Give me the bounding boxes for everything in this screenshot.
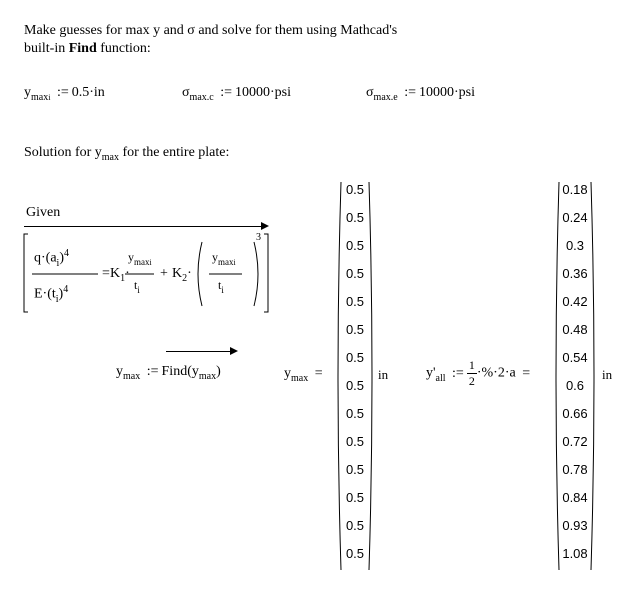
constraint-k1-letter: K	[110, 266, 121, 281]
constraint-lhs-den-sub: i	[55, 293, 59, 305]
constraint-k2-letter: K	[172, 266, 183, 281]
yall-matrix-cell: 0.93	[562, 518, 588, 533]
yall-result-unit: in	[602, 367, 613, 382]
ymax-matrix-cell: 0.5	[345, 462, 365, 477]
yall-sub: all	[435, 372, 446, 384]
constraint-y1-sub: max	[134, 257, 150, 267]
constraint-y2	[212, 250, 236, 265]
constraint-y1-letter: y	[128, 250, 134, 264]
constraint-pow3: 3	[256, 232, 261, 243]
guess-ymax-value: 0.5·in	[71, 85, 105, 100]
guess-sigma-maxc[interactable]	[182, 85, 291, 101]
solution-heading-sub: max	[101, 152, 119, 163]
ymax-matrix-cell: 0.5	[345, 238, 365, 253]
ymax-matrix-cell: 0.5	[345, 490, 365, 505]
constraint-lhs-num-pow: 4	[64, 248, 69, 259]
constraint-y2-subsub: i	[233, 258, 236, 267]
ymax-result-matrix[interactable]	[334, 180, 376, 572]
constraint-t1-letter: t	[134, 278, 138, 292]
ymax-result-label	[284, 366, 326, 382]
find-op: :=	[146, 364, 159, 379]
find-open-paren: (	[187, 364, 192, 379]
yall-matrix-cell: 0.84	[562, 490, 588, 505]
constraint-lhs-den-paren: )	[58, 286, 64, 302]
yall-result-matrix[interactable]	[552, 180, 598, 572]
constraint-lhs-num-sub: i	[56, 257, 60, 269]
yall-fraction	[467, 358, 477, 389]
yall-matrix-cell: 1.08	[562, 546, 588, 561]
constraint-k1-sub: 1	[120, 273, 126, 284]
yall-matrix-cell: 0.6	[565, 378, 585, 393]
yall-frac-den: 2	[468, 374, 475, 388]
yall-symbol: y'	[426, 365, 436, 381]
solution-heading-suffix: for the entire plate:	[119, 145, 230, 160]
intro-line2-suffix: function:	[96, 41, 151, 56]
constraint-lhs-num	[34, 248, 69, 267]
constraint-plus: +	[160, 266, 168, 281]
yall-matrix-cell: 0.66	[562, 406, 588, 421]
guess-sigma-maxc-symbol: σ	[182, 85, 190, 100]
yall-matrix-cell: 0.54	[562, 350, 588, 365]
guess-sigma-maxe-sub: max.e	[373, 92, 398, 103]
constraint-y1	[128, 250, 152, 265]
constraint-y1-subsub: i	[149, 258, 152, 267]
ymax-matrix-cell: 0.5	[345, 434, 365, 449]
guess-ymax[interactable]	[24, 85, 105, 101]
constraint-t1	[134, 278, 140, 293]
yall-matrix-cell: 0.78	[562, 462, 588, 477]
constraint-k2-dot: ·	[187, 266, 192, 281]
guess-sigma-maxe-op: :=	[404, 85, 416, 100]
constraint-lhs-num-paren: )	[59, 250, 64, 266]
guess-ymax-op: :=	[56, 85, 69, 100]
constraint-lhs-num-text: q·(a	[34, 250, 57, 266]
ymax-matrix-cell: 0.5	[345, 210, 365, 225]
constraint-k1	[110, 266, 130, 282]
constraint-k2-sub: 2	[182, 273, 188, 284]
guess-sigma-maxe-value: 10000·psi	[419, 85, 475, 100]
ymax-matrix-cell: 0.5	[345, 378, 365, 393]
constraint-k2	[172, 266, 192, 282]
find-lhs-sub: max	[123, 371, 141, 382]
intro-line1: Make guesses for max y and σ and solve for them using Mathcad's	[24, 23, 398, 38]
ymax-matrix-cell: 0.5	[345, 182, 365, 197]
yall-matrix-cell: 0.24	[562, 210, 588, 225]
yall-definition[interactable]	[426, 358, 533, 389]
ymax-matrix-cell: 0.5	[345, 406, 365, 421]
yall-matrix-cell: 0.18	[562, 182, 588, 197]
constraint-y2-sub: max	[218, 257, 234, 267]
solution-heading	[24, 145, 229, 161]
constraint-k1-dot: ·	[125, 266, 130, 281]
find-arrow-line	[166, 351, 236, 352]
guess-ymax-subsub: i	[48, 93, 51, 102]
yall-matrix-cell: 0.36	[562, 266, 588, 281]
guess-sigma-maxc-value: 10000·psi	[235, 85, 291, 100]
find-arrow-head	[230, 347, 238, 355]
yall-matrix-cell: 0.72	[562, 434, 588, 449]
constraint-t2-sub: i	[221, 285, 224, 295]
constraint-y2-letter: y	[212, 250, 218, 264]
guess-ymax-symbol: y	[24, 85, 31, 100]
ymax-result-unit: in	[378, 367, 389, 382]
guess-sigma-maxe-symbol: σ	[366, 85, 374, 100]
ymax-matrix-cell: 0.5	[345, 518, 365, 533]
find-func: Find	[161, 364, 188, 379]
constraint-lhs-den-pow: 4	[63, 284, 69, 295]
guess-ymax-sub: max	[31, 92, 49, 103]
find-lhs: y	[116, 364, 123, 379]
constraint-t1-sub: i	[137, 285, 140, 295]
yall-eq: =	[522, 365, 531, 381]
ymax-result-symbol: y	[284, 366, 291, 381]
ymax-matrix-cell: 0.5	[345, 322, 365, 337]
guess-sigma-maxc-op: :=	[220, 85, 232, 100]
ymax-matrix-cell: 0.5	[345, 546, 365, 561]
ymax-matrix-cell: 0.5	[345, 294, 365, 309]
constraint-t2-letter: t	[218, 278, 222, 292]
find-arg: y	[191, 364, 199, 379]
given-arrow-line	[24, 226, 262, 227]
constraint-lhs-den	[34, 284, 68, 303]
intro-line2-prefix: built-in	[24, 41, 69, 56]
given-label: Given	[26, 205, 61, 220]
constraint-t2	[218, 278, 224, 293]
guess-sigma-maxc-sub: max.c	[189, 92, 214, 103]
find-arg-sub: max	[198, 371, 217, 382]
yall-op: :=	[452, 365, 464, 381]
constraint-lhs-den-text: E·(t	[34, 286, 56, 302]
constraint-eq: =	[102, 266, 110, 281]
yall-frac-num: 1	[468, 358, 475, 372]
constraint-equation[interactable]	[22, 232, 272, 314]
guess-sigma-maxe[interactable]	[366, 85, 475, 101]
yall-matrix-cell: 0.3	[565, 238, 585, 253]
ymax-matrix-cell: 0.5	[345, 350, 365, 365]
ymax-result-eq: =	[314, 366, 323, 381]
ymax-matrix-cell: 0.5	[345, 266, 365, 281]
intro-text	[24, 22, 464, 58]
yall-rest: ·%·2·a	[476, 365, 516, 381]
yall-matrix-cell: 0.48	[562, 322, 588, 337]
intro-line2-bold: Find	[68, 41, 97, 56]
solution-heading-symbol: y	[94, 145, 102, 160]
find-close-paren: )	[216, 364, 221, 379]
yall-matrix-cell: 0.42	[562, 294, 588, 309]
given-arrow-head	[261, 222, 269, 230]
find-statement[interactable]	[116, 364, 221, 380]
solution-heading-prefix: Solution for	[24, 145, 95, 160]
ymax-result-sub: max	[291, 373, 309, 384]
